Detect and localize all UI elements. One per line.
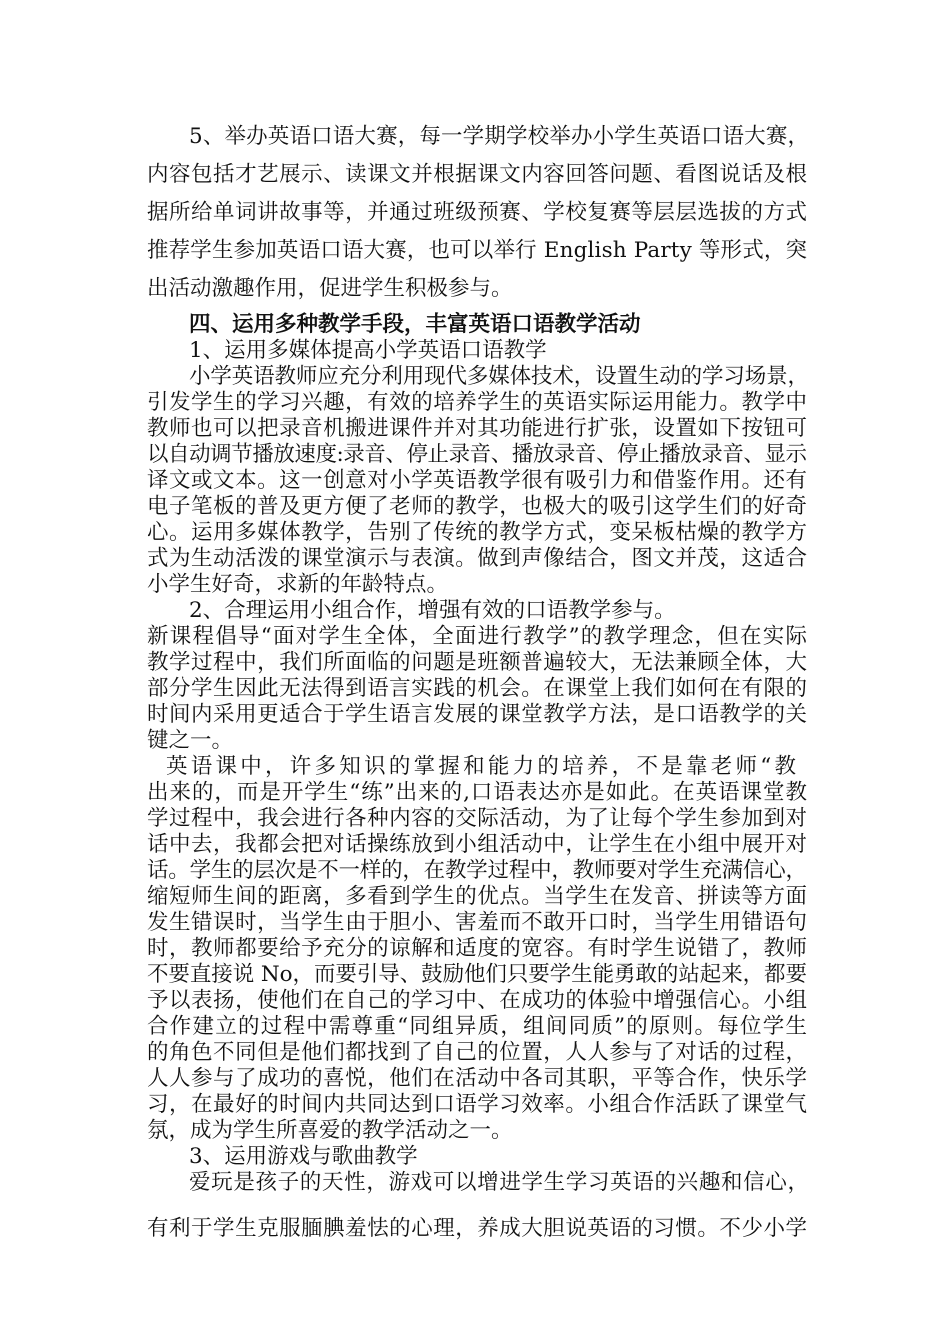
paragraph-line: 内容包括才艺展示、读课文并根据课文内容回答问题、看图说话及根: [147, 162, 808, 187]
paragraph-line: 时，教师都要给予充分的谅解和适度的宽容。有时学生说错了，教师: [147, 936, 808, 961]
paragraph-line: 新课程倡导“面对学生全体，全面进行教学”的教学理念，但在实际: [147, 624, 809, 649]
paragraph-line: 据所给单词讲故事等，并通过班级预赛、学校复赛等层层选拔的方式: [147, 200, 808, 225]
paragraph-line: 以自动调节播放速度:录音、停止录音、播放录音、停止播放录音、显示: [147, 442, 807, 467]
paragraph-line: 话中去，我都会把对话操练放到小组活动中，让学生在小组中展开对: [147, 832, 808, 857]
paragraph-line: 合作建立的过程中需尊重“同组异质，组间同质”的原则。每位学生: [147, 1014, 809, 1039]
paragraph-line: 时间内采用更适合于学生语言发展的课堂教学方法，是口语教学的关: [147, 702, 808, 727]
paragraph-line: 5、举办英语口语大赛，每一学期学校举办小学生英语口语大赛，: [189, 124, 810, 149]
paragraph-line: 键之一。: [147, 728, 234, 753]
paragraph-line: 出来的，而是开学生“练”出来的,口语表达亦是如此。在英语课堂教: [147, 780, 808, 805]
paragraph-line: 引发学生的学习兴趣，有效的培养学生的英语实际运用能力。教学中: [147, 390, 808, 415]
paragraph-line: 译文或文本。这一创意对小学英语教学很有吸引力和借鉴作用。还有: [147, 468, 808, 493]
paragraph-line: 小学英语教师应充分利用现代多媒体技术，设置生动的学习场景，: [189, 364, 809, 389]
paragraph-line: 不要直接说 No，而要引导、鼓励他们只要学生能勇敢的站起来，都要: [147, 962, 807, 987]
paragraph-line: 发生错误时，当学生由于胆小、害羞而不敢开口时，当学生用错语句: [147, 910, 808, 935]
paragraph-line: 教师也可以把录音机搬进课件并对其功能进行扩张，设置如下按钮可: [147, 416, 808, 441]
paragraph-line: 英语课中，许多知识的掌握和能力的培养，不是靠老师“教: [166, 754, 800, 779]
paragraph-line: 出活动激趣作用，促进学生积极参与。: [147, 276, 513, 301]
paragraph-line: 缩短师生间的距离，多看到学生的优点。当学生在发音、拼读等方面: [147, 884, 808, 909]
paragraph-line: 心。运用多媒体教学，告别了传统的教学方式，变呆板枯燥的教学方: [147, 520, 808, 545]
paragraph-line: 电子笔板的普及更方便了老师的教学，也极大的吸引这学生们的好奇: [147, 494, 808, 519]
paragraph-line: 习，在最好的时间内共同达到口语学习效率。小组合作活跃了课堂气: [147, 1092, 808, 1117]
paragraph-line: 教学过程中，我们所面临的问题是班额普遍较大，无法兼顾全体，大: [147, 650, 808, 675]
paragraph-line: 部分学生因此无法得到语言实践的机会。在课堂上我们如何在有限的: [147, 676, 808, 701]
paragraph-line: 推荐学生参加英语口语大赛，也可以举行 English Party 等形式，突: [147, 238, 808, 263]
paragraph-line: 话。学生的层次是不一样的，在教学过程中，教师要对学生充满信心，: [147, 858, 807, 883]
subsection-heading: 2、合理运用小组合作，增强有效的口语教学参与。: [189, 598, 676, 623]
section-heading: 四、运用多种教学手段，丰富英语口语教学活动: [189, 312, 641, 337]
subsection-heading: 3、运用游戏与歌曲教学: [189, 1144, 418, 1169]
paragraph-line: 小学生好奇，求新的年龄特点。: [147, 572, 449, 597]
subsection-heading: 1、运用多媒体提高小学英语口语教学: [189, 338, 547, 363]
paragraph-line: 爱玩是孩子的天性，游戏可以增进学生学习英语的兴趣和信心，: [189, 1170, 810, 1195]
paragraph-line: 人人参与了成功的喜悦，他们在活动中各司其职，平等合作，快乐学: [147, 1066, 808, 1091]
paragraph-line: 有利于学生克服腼腆羞怯的心理，养成大胆说英语的习惯。不少小学: [147, 1216, 808, 1241]
paragraph-line: 予以表扬，使他们在自己的学习中、在成功的体验中增强信心。小组: [147, 988, 808, 1013]
paragraph-line: 的角色不同但是他们都找到了自己的位置，人人参与了对话的过程，: [147, 1040, 808, 1065]
paragraph-line: 学过程中，我会进行各种内容的交际活动，为了让每个学生参加到对: [147, 806, 808, 831]
paragraph-line: 式为生动活泼的课堂演示与表演。做到声像结合，图文并茂，这适合: [147, 546, 808, 571]
paragraph-line: 氛，成为学生所喜爱的教学活动之一。: [147, 1118, 513, 1143]
